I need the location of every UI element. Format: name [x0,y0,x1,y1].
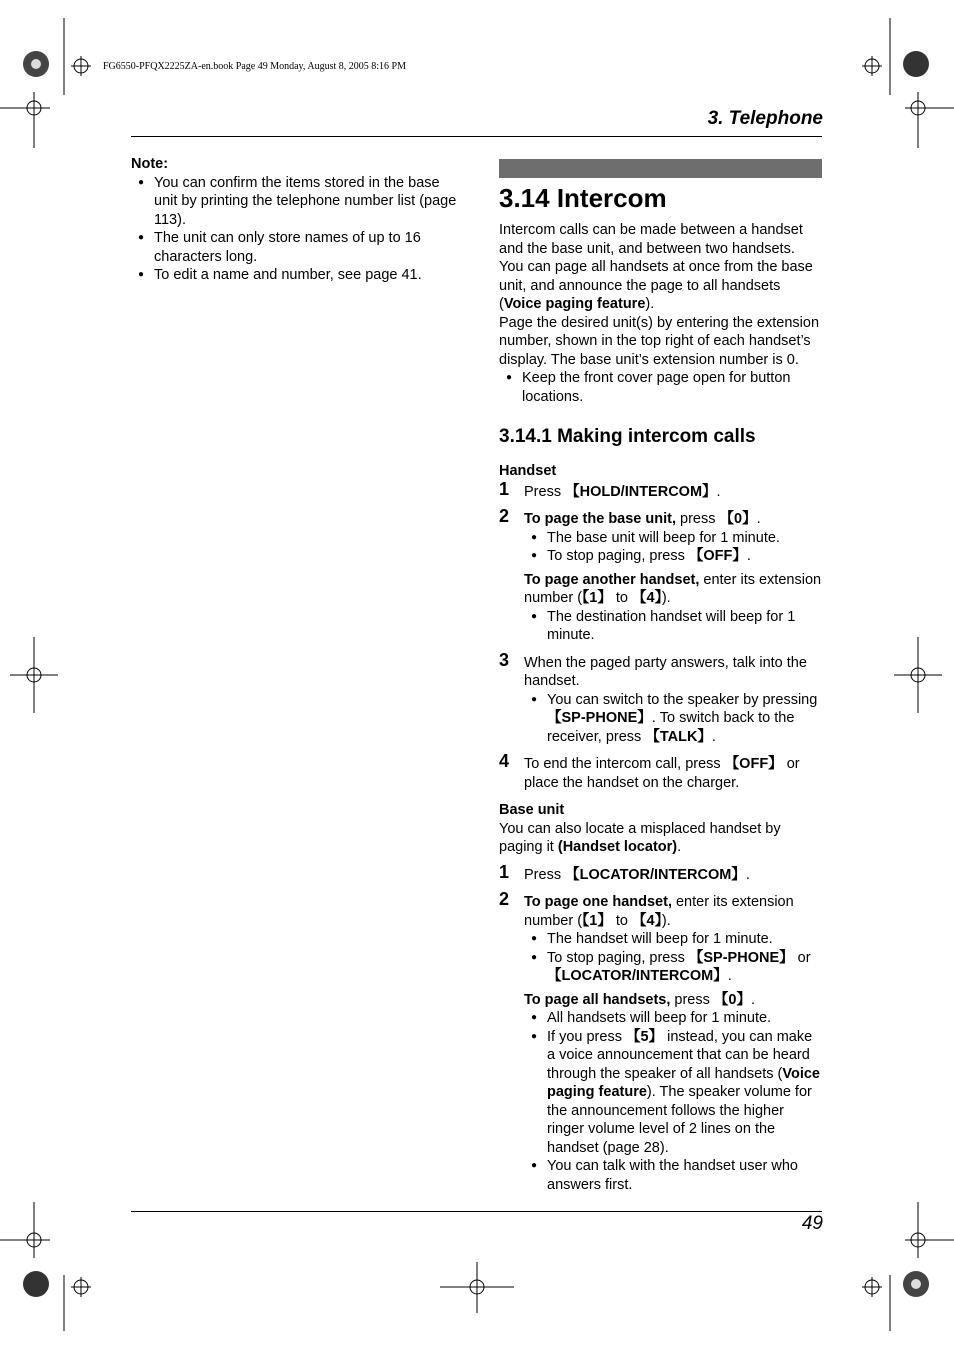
text: Press [524,866,566,883]
key-1: 【1】 [582,590,612,606]
list-item: ● You can confirm the items stored in the base unit by printing the telephone number list (page 113). [131,174,461,230]
list-item: ● Keep the front cover page open for button locations. [499,369,822,406]
text: instead, you can make a voice announcement that can be heard through the speaker of all handsets ( [547,1028,813,1082]
handset-step-3 [499,649,822,747]
text: or place the handset on the charger. [524,756,800,791]
text: . [677,839,682,855]
key-0: 【0】 [719,511,757,527]
base-step-1 [499,861,822,885]
note-title: Note: [131,156,169,172]
text: You can also locate a misplaced handset by paging it [499,820,781,855]
intro-paragraph [499,221,822,314]
key-sp-phone: 【SP-PHONE】 [688,949,794,966]
step-text [524,483,822,502]
subsection-title: 3.14.1 Making intercom calls [499,426,756,447]
key-4: 【4】 [632,590,662,606]
list-item: ● You can talk with the handset user who answers first. [524,1157,822,1194]
text: . [745,866,750,883]
handset-label: Handset [499,463,557,479]
step-list [524,930,822,986]
note-list [131,174,461,285]
base-intro [499,820,822,857]
text: To stop paging, press [547,949,689,966]
text: . [750,991,755,1008]
text: Press [524,483,566,500]
step-number: 1 [499,478,510,499]
list-item: ● The destination handset will beep for 1 minute. [524,608,822,645]
step-text [524,893,822,930]
list-item: ● The unit can only store names of up to 16 characters long. [131,229,461,266]
list-item [524,547,822,566]
section-title: 3.14 Intercom [499,183,667,213]
key-off: 【OFF】 [724,756,783,772]
base-unit-label: Base unit [499,802,565,818]
text: . [746,548,751,564]
step-number: 3 [499,649,510,670]
list-item: ● To edit a name and number, see page 41. [131,266,461,285]
list-item: ● The base unit will beep for 1 minute. [524,529,822,548]
list-item [524,691,822,747]
page-number: 49 [801,1213,823,1234]
list-item: ● The handset will beep for 1 minute. [524,930,822,949]
handset-step-2 [499,506,822,645]
note-block [131,155,461,285]
list-item [524,1028,822,1158]
intercom-section [499,159,822,1194]
key-0: 【0】 [713,991,751,1008]
section-bar [499,159,822,178]
book-info: FG6550-PFQX2225ZA-en.book Page 49 Monday, August 8, 2005 8:16 PM [103,61,406,72]
step-list [524,608,822,645]
key-talk: 【TALK】 [645,728,712,745]
key-locator-intercom: 【LOCATOR/INTERCOM】 [565,866,746,883]
intro-paragraph-2: Page the desired unit(s) by entering the extension number, shown in the top right of each handset’s display. The base unit’s extension number is 0. [499,314,820,368]
text: To page one handset, [524,894,672,910]
text: Voice paging feature [547,1065,820,1100]
step-text [524,755,822,792]
text: . [716,483,721,500]
footer-rule [131,1211,822,1212]
handset-step-4 [499,751,822,792]
step-list [524,1009,822,1194]
text: . [756,511,761,527]
step-number: 2 [499,506,510,526]
text: To stop paging, press [547,548,689,564]
key-1: 【1】 [582,912,612,929]
key-5: 【5】 [625,1028,664,1045]
text: To page all handsets, [524,991,671,1008]
text: To page the base unit, [524,511,676,527]
text: ). The speaker volume for the announcement follows the higher ringer volume level of 2 lines on the handset (page 28). [547,1084,812,1156]
step-text: When the paged party answers, talk into the handset. [524,654,807,689]
step-list [524,691,822,747]
key-locator-intercom: 【LOCATOR/INTERCOM】 [547,968,728,984]
text: enter its extension number ( [524,571,822,606]
text: . To switch back to the receiver, press [547,710,795,745]
key-4: 【4】 [632,912,662,929]
intro-list [499,369,822,406]
handset-step-1 [499,478,822,502]
text: ). [661,590,671,606]
step-alt [524,571,822,608]
intro-text: Intercom calls can be made between a handset and the base unit, and between two handsets. You can page all handsets at once from the base unit, and announce the page to all handsets ( [499,222,813,312]
step-alt [524,991,822,1010]
key-hold-intercom: 【HOLD/INTERCOM】 [565,483,717,500]
step-number: 1 [499,861,510,882]
list-item: ● All handsets will beep for 1 minute. [524,1009,822,1028]
intro-text: ). [645,296,655,312]
intro-bold: Voice paging feature [503,296,646,312]
text: . [727,968,732,984]
step-text [524,510,822,529]
text: To end the intercom call, press [524,756,725,772]
text: enter its extension number ( [524,894,794,929]
text: To page another handset, [524,571,700,588]
text: press [670,991,714,1008]
list-item [524,949,822,986]
step-number: 2 [499,889,510,909]
step-text [524,866,822,885]
step-number: 4 [499,751,510,771]
text: ). [661,912,671,929]
text: . [711,728,716,745]
header-rule [131,136,822,137]
key-sp-phone: 【SP-PHONE】 [547,710,652,726]
step-list [524,529,822,566]
text: If you press [547,1028,626,1045]
text: You can switch to the speaker by pressing [547,691,818,708]
text: (Handset locator) [557,839,678,855]
section-header: 3. Telephone [707,108,823,129]
text: press [676,511,720,527]
key-off: 【OFF】 [688,548,747,564]
text: to [611,912,633,929]
text: to [611,590,633,606]
base-step-2 [499,889,822,1194]
text: or [793,949,811,966]
